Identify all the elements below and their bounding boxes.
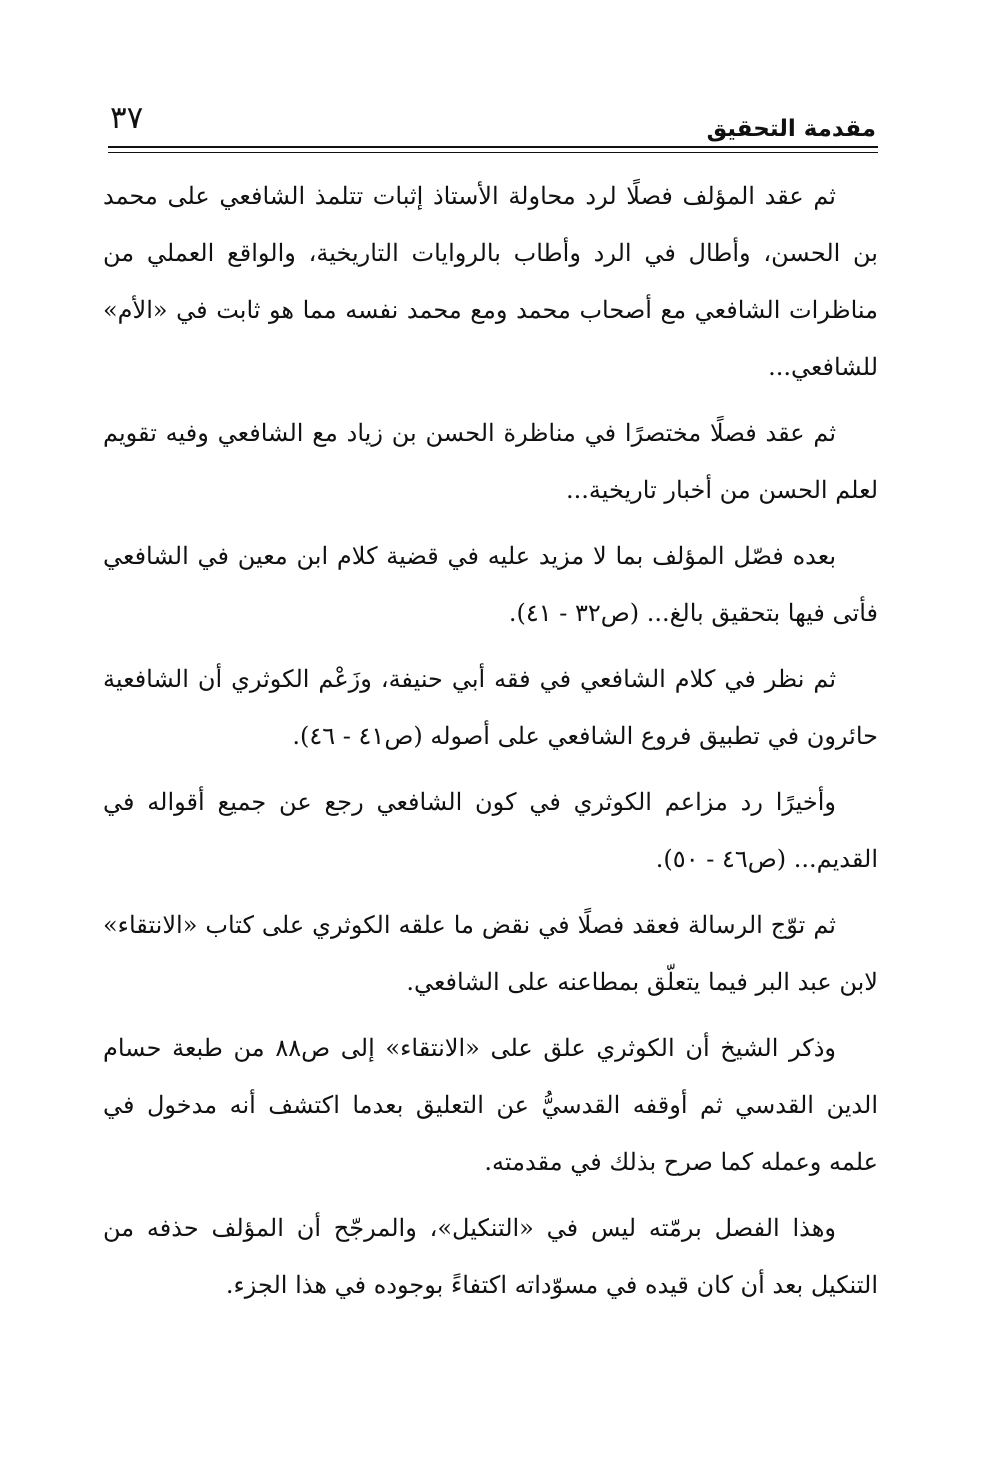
main-text bbox=[103, 168, 878, 1323]
paragraph-1: ثم عقد المؤلف فصلًا لرد محاولة الأستاذ إثبات تتلمذ الشافعي على محمد بن الحسن، وأطال في الرد وأطاب بالروايات التاريخية، والواقع العملي من مناظرات الشافعي مع أصحاب محمد ومع محمد نفسه مما هو ثابت في «الأم» للشافعي... bbox=[103, 182, 878, 381]
paragraph-3: بعده فصّل المؤلف بما لا مزيد عليه في قضية كلام ابن معين في الشافعي فأتى فيها بتحقيق بالغ... (ص٣٢ - ٤١). bbox=[103, 542, 878, 627]
paragraph-4: ثم نظر في كلام الشافعي في فقه أبي حنيفة، وزَعْم الكوثري أن الشافعية حائرون في تطبيق فروع الشافعي على أصوله (ص٤١ - ٤٦). bbox=[103, 665, 878, 750]
paragraph-5: وأخيرًا رد مزاعم الكوثري في كون الشافعي رجع عن جميع أقواله في القديم... (ص٤٦ - ٥٠). bbox=[103, 788, 878, 873]
page-header bbox=[108, 96, 878, 152]
paragraph-6: ثم توّج الرسالة فعقد فصلًا في نقض ما علقه الكوثري على كتاب «الانتقاء» لابن عبد البر فيما يتعلّق بمطاعنه على الشافعي. bbox=[103, 911, 878, 996]
page-number: ٣٧ bbox=[110, 100, 144, 136]
paragraph-7: وذكر الشيخ أن الكوثري علق على «الانتقاء» إلى ص٨٨ من طبعة حسام الدين القدسي ثم أوقفه القدسيُّ عن التعليق بعدما اكتشف أنه مدخول في علمه وعمله كما صرح بذلك في مقدمته. bbox=[103, 1034, 878, 1176]
header-divider bbox=[108, 146, 878, 153]
paragraph-8: وهذا الفصل برمّته ليس في «التنكيل»، والمرجّح أن المؤلف حذفه من التنكيل بعد أن كان قيده في مسوّداته اكتفاءً بوجوده في هذا الجزء. bbox=[103, 1214, 878, 1299]
running-header-title: مقدمة التحقيق bbox=[706, 116, 876, 142]
paragraph-2: ثم عقد فصلًا مختصرًا في مناظرة الحسن بن زياد مع الشافعي وفيه تقويم لعلم الحسن من أخبار تاريخية... bbox=[103, 419, 878, 504]
